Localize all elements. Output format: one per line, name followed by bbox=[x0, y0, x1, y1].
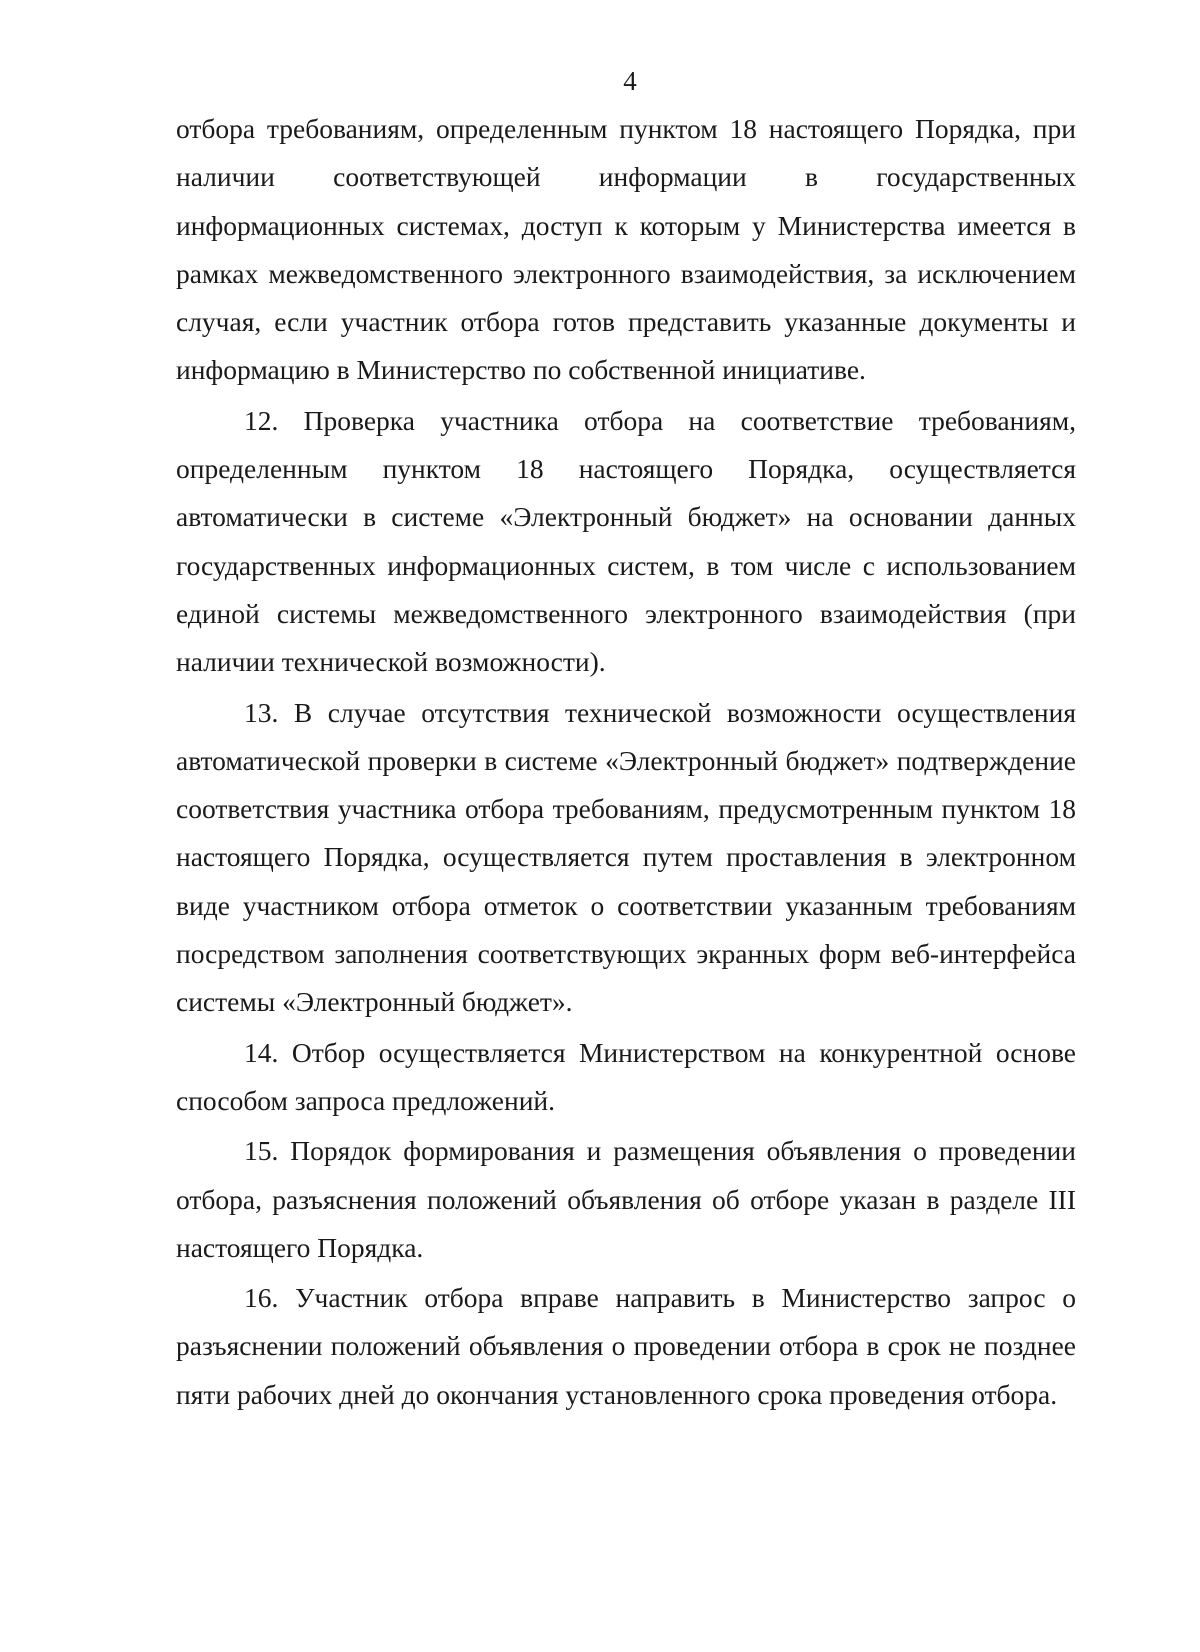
paragraph-continuation: отбора требованиям, определенным пунктом 18 настоящего Порядка, при наличии соответствующей информации в государственных информационных системах, доступ к которым у Министерства имеется в рамках межведомственного электронного взаимодействия, за исключением случая, если участник отбора готов представить указанные документы и информацию в Министерство по собственной инициативе. bbox=[176, 113, 1076, 386]
page-number: 4 bbox=[623, 66, 637, 96]
document-body bbox=[176, 105, 1076, 1419]
paragraph-14: 14. Отбор осуществляется Министерством на конкурентной основе способом запроса предложений. bbox=[176, 1036, 1076, 1116]
paragraph-16: 16. Участник отбора вправе направить в Министерство запрос о разъяснении положений объявления о проведении отбора в срок не позднее пяти рабочих дней до окончания установленного срока проведения отбора. bbox=[176, 1282, 1076, 1410]
paragraph-13: 13. В случае отсутствия технической возможности осуществления автоматической проверки в системе «Электронный бюджет» подтверждение соответствия участника отбора требованиям, предусмотренным пунктом 18 настоящего Порядка, осуществляется путем проставления в электронном виде участником отбора отметок о соответствии указанным требованиям посредством заполнения соответствующих экранных форм веб-интерфейса системы «Электронный бюджет». bbox=[176, 696, 1076, 1018]
paragraph-12: 12. Проверка участника отбора на соответствие требованиям, определенным пунктом 18 настоящего Порядка, осуществляется автоматически в системе «Электронный бюджет» на основании данных государственных информационных систем, в том числе с использованием единой системы межведомственного электронного взаимодействия (при наличии технической возможности). bbox=[176, 404, 1076, 678]
paragraph-15: 15. Порядок формирования и размещения объявления о проведении отбора, разъяснения положений объявления об отборе указан в разделе III настоящего Порядка. bbox=[176, 1135, 1076, 1263]
